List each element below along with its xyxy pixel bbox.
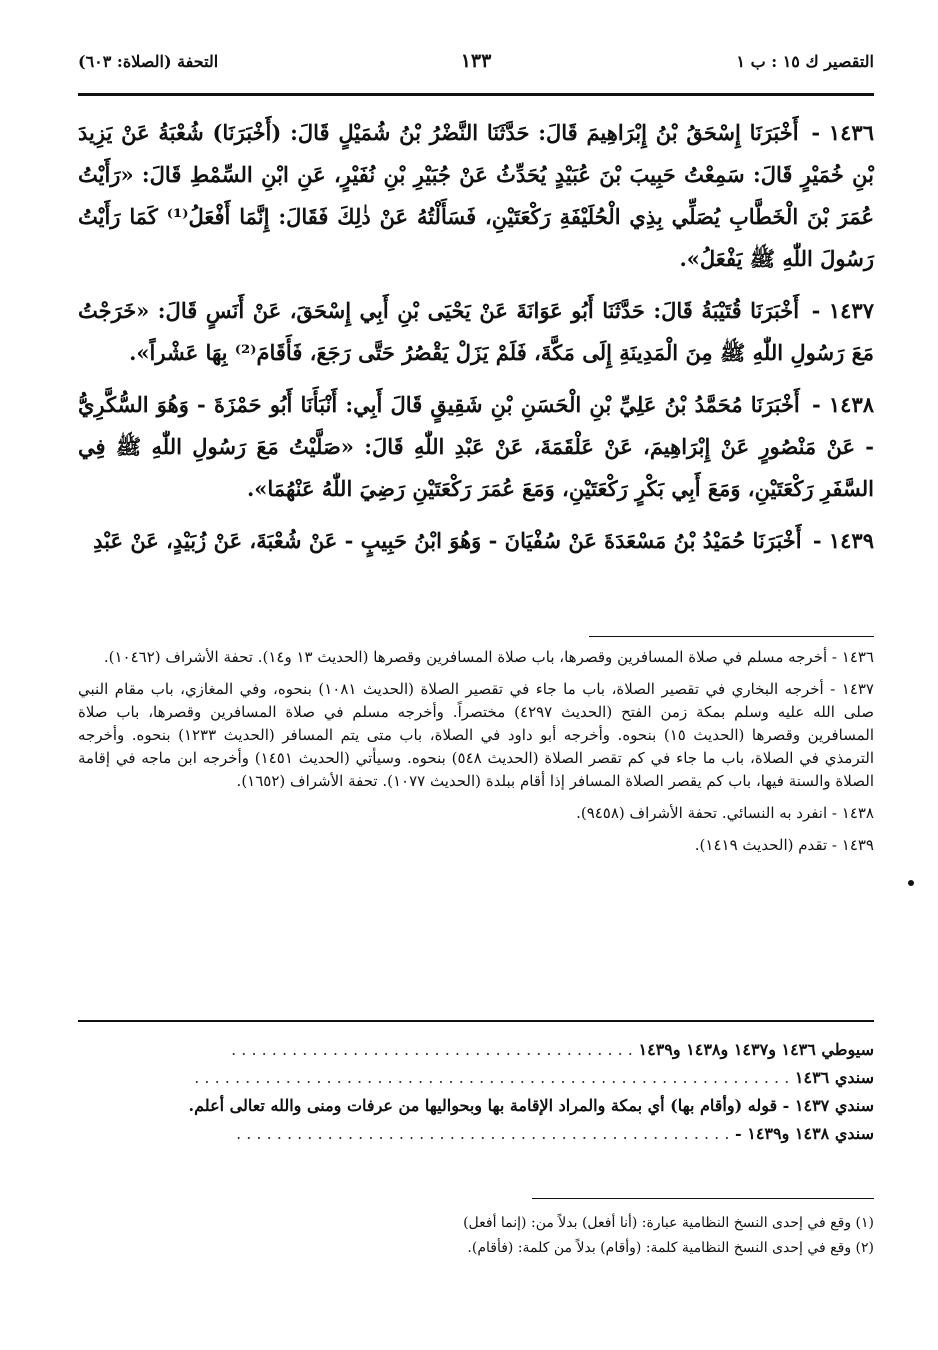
header-tuhfa-ref: التحفة (الصلاة: ٦٠٣) bbox=[78, 52, 219, 71]
margin-dot bbox=[908, 880, 914, 886]
hadith-1436 bbox=[78, 112, 874, 280]
footnote-1: (١) وقع في إحدى النسخ النظامية عبارة: (أنا أفعل) بدلاً من: (إنما أفعل) bbox=[463, 1215, 874, 1231]
variant-footnotes bbox=[78, 1212, 874, 1262]
commentary-line bbox=[78, 1093, 874, 1118]
hadith-number: ١٤٣٦ - bbox=[811, 120, 874, 145]
note-1436: ١٤٣٦ - أخرجه مسلم في صلاة المسافرين وقصرها، باب صلاة المسافرين وقصرها (الحديث ١٣ و١٤). تحفة الأشراف (١٠٤٦٢). bbox=[103, 648, 874, 666]
header-manuscript-ref: التقصير ك ١٥ : ب ١ bbox=[736, 52, 874, 71]
leader-dots: . . . . . . . . . . . . . . . . . . . . . . . . . . . . . . . . . . . . . . . . . . . . . . . . . bbox=[236, 1124, 730, 1143]
commentary-line bbox=[78, 1121, 874, 1146]
leader-dots: . . . . . . . . . . . . . . . . . . . . . . . . . . . . . . . . . . . . . . . . . . . . . . . . . . . . . . . . . . . bbox=[194, 1068, 790, 1087]
commentary-label: سندي ١٤٣٦ bbox=[794, 1068, 874, 1087]
header-divider bbox=[78, 93, 874, 96]
hadith-number: ١٤٣٨ - bbox=[811, 392, 875, 417]
commentary-label: سندي ١٤٣٧ - قوله (وأقام بها) أي بمكة والمراد الإقامة بها وبحواليها من عرفات ومنى والله تعالى أعلم. bbox=[188, 1096, 874, 1115]
footnotes-divider bbox=[532, 1198, 874, 1199]
hadith-1438 bbox=[78, 384, 874, 510]
hadith-1437 bbox=[78, 290, 874, 374]
hadith-body: أَخْبَرَنَا حُمَيْدُ بْنُ مَسْعَدَةَ عَنْ سُفْيَانَ - وَهُوَ ابْنُ حَبِيبٍ - عَنْ شُعْبَةَ، عَنْ زُبَيْدٍ، عَنْ عَبْدِ bbox=[93, 528, 802, 553]
running-header bbox=[78, 52, 874, 80]
hadith-number: ١٤٣٩ - bbox=[812, 528, 874, 553]
note-1439: ١٤٣٩ - تقدم (الحديث ١٤١٩). bbox=[694, 836, 874, 854]
hadith-number: ١٤٣٧ - bbox=[811, 298, 874, 323]
commentary-references bbox=[78, 1037, 874, 1149]
commentary-label: سندي ١٤٣٨ و١٤٣٩ - bbox=[735, 1124, 874, 1143]
page-number: ١٣٣ bbox=[460, 50, 492, 72]
commentary-divider bbox=[78, 1020, 874, 1022]
takhrij-notes bbox=[78, 646, 874, 866]
hadith-body: أَخْبَرَنَا إِسْحَقُ بْنُ إِبْرَاهِيمَ قَالَ: حَدَّثَنَا النَّضْرُ بْنُ شُمَيْلٍ قَالَ: (أَخْبَرَنَا) شُعْبَةُ عَنْ يَزِيدَ بْنِ خُمَيْرٍ قَالَ: سَمِعْتُ حَبِيبَ بْنَ عُبَيْدٍ يُحَدِّثُ عَنْ جُبَيْرِ بْنِ نُفَيْرٍ، عَنِ ابْنِ السِّمْطِ قَالَ: «رَأَيْتُ عُمَرَ بْنَ الْخَطَّابِ يُصَلِّي بِذِي الْحُلَيْفَةِ رَكْعَتَيْنِ، فَسَأَلْتُهُ عَنْ ذٰلِكَ فَقَالَ: إِنَّمَا أَفْعَلُ⁽¹⁾ كَمَا رَأَيْتُ رَسُولَ اللّٰهِ ﷺ يَفْعَلُ». bbox=[78, 120, 874, 271]
hadith-body: أَخْبَرَنَا قُتَيْبَةُ قَالَ: حَدَّثَنَا أَبُو عَوَانَةَ عَنْ يَحْيَى بْنِ أَبِي إِسْحَقَ، عَنْ أَنَسٍ قَالَ: «خَرَجْتُ مَعَ رَسُولِ اللّٰهِ ﷺ مِنَ الْمَدِينَةِ إِلَى مَكَّةَ، فَلَمْ يَزَلْ يَقْصُرُ حَتَّى رَجَعَ، فَأَقَامَ⁽²⁾ بِهَا عَشْراً». bbox=[78, 298, 874, 365]
note-1437: ١٤٣٧ - أخرجه البخاري في تقصير الصلاة، باب ما جاء في تقصير الصلاة (الحديث ١٠٨١) بنحوه، وفي المغازي، باب مقام النبي صلى الله عليه وسلم بمكة زمن الفتح (الحديث ٤٢٩٧) مختصراً. وأخرجه مسلم في صلاة المسافرين وقصرها، باب صلاة المسافرين وقصرها (الحديث ١٥) بنحوه. وأخرجه أبو داود في الصلاة، باب متى يتم المسافر (الحديث ١٢٣٣) بنحوه. وأخرجه الترمذي في الصلاة، باب ما جاء في كم تقصر الصلاة (الحديث ٥٤٨) بنحوه. وسيأتي (الحديث ١٤٥١) وأخرجه ابن ماجه في إقامة الصلاة والسنة فيها، باب كم يقصر الصلاة المسافر إذا أقام ببلدة (الحديث ١٠٧٧). تحفة الأشراف (١٦٥٢). bbox=[78, 680, 875, 790]
notes-divider bbox=[589, 636, 874, 637]
commentary-label: سيوطي ١٤٣٦ و١٤٣٧ و١٤٣٨ و١٤٣٩ bbox=[638, 1040, 874, 1059]
hadith-1439 bbox=[78, 520, 874, 562]
footnote-2: (٢) وقع في إحدى النسخ النظامية كلمة: (وأقام) بدلاً من كلمة: (فأقام). bbox=[467, 1240, 874, 1256]
commentary-line bbox=[78, 1065, 874, 1090]
hadith-body: أَخْبَرَنَا مُحَمَّدُ بْنُ عَلِيِّ بْنِ الْحَسَنِ بْنِ شَقِيقٍ قَالَ أَبِي: أَنْبَأَنَا أَبُو حَمْزَةَ - وَهُوَ السُّكَّرِيُّ - عَنْ مَنْصُورٍ عَنْ إِبْرَاهِيمَ، عَنْ عَلْقَمَةَ، عَنْ عَبْدِ اللّٰهِ قَالَ: «صَلَّيْتُ مَعَ رَسُولِ اللّٰهِ ﷺ فِي السَّفَرِ رَكْعَتَيْنِ، وَمَعَ أَبِي بَكْرٍ رَكْعَتَيْنِ، وَمَعَ عُمَرَ رَكْعَتَيْنِ رَضِيَ اللّٰهُ عَنْهُمَا». bbox=[78, 392, 874, 501]
leader-dots: . . . . . . . . . . . . . . . . . . . . . . . . . . . . . . . . . . . . . . . . bbox=[231, 1040, 633, 1059]
note-1438: ١٤٣٨ - انفرد به النسائي. تحفة الأشراف (٩٤٥٨). bbox=[576, 804, 874, 822]
hadith-text bbox=[78, 112, 874, 572]
commentary-line bbox=[78, 1037, 874, 1062]
